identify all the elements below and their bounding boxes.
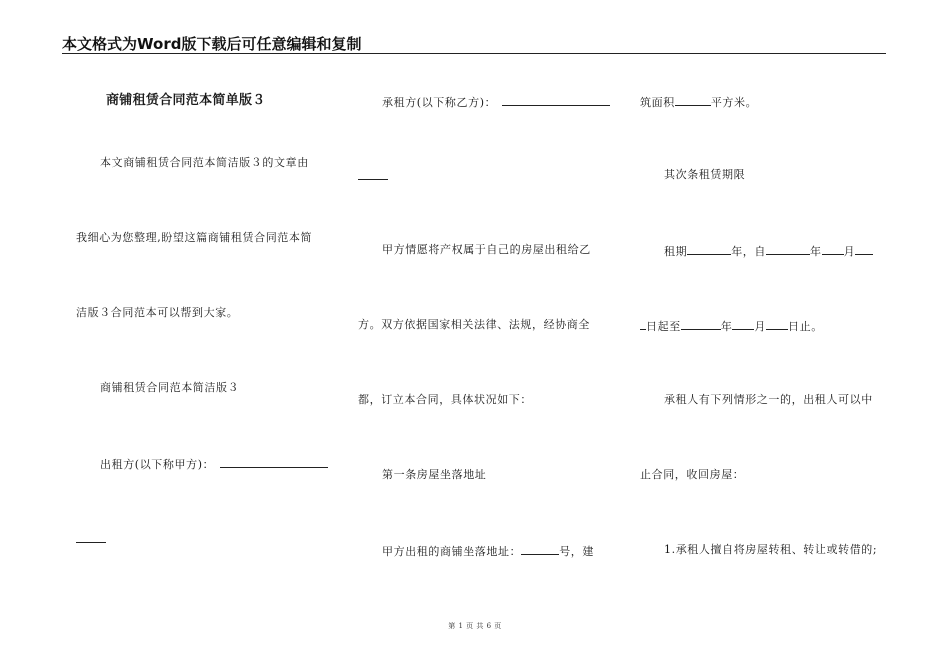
end-month-blank (732, 318, 754, 330)
term-year-from: 年，自 (731, 245, 767, 258)
address-field (382, 543, 594, 559)
paragraph-line: 都，订立本合同，具体状况如下： (358, 393, 532, 406)
end-year-blank (681, 318, 721, 330)
area-blank (675, 94, 711, 106)
end-day-blank (766, 318, 788, 330)
lessor-blank-continued (76, 531, 106, 547)
lessee-blank-continued (358, 168, 388, 184)
section-heading: 商铺租赁合同范本简洁版３ (100, 381, 240, 394)
lessee-blank (502, 94, 610, 106)
start-year-blank (766, 243, 810, 255)
area-unit: 平方米。 (710, 96, 758, 109)
paragraph-line: 方。双方依据国家相关法律、法规，经协商全 (358, 318, 590, 331)
column-2 (358, 0, 608, 672)
address-suffix: 号，建 (559, 545, 595, 558)
address-blank (521, 543, 559, 555)
start-year-unit: 年 (810, 245, 822, 258)
address-label: 甲方出租的商铺坐落地址： (382, 545, 522, 558)
paragraph-line: 止合同，收回房屋： (640, 468, 745, 481)
start-month-blank (822, 243, 844, 255)
paragraph-line: 承租人有下列情形之一的，出租人可以中 (664, 393, 873, 406)
lease-end-field (640, 318, 823, 334)
area-label: 筑面积 (640, 96, 675, 109)
lessee-label: 承租方(以下称乙方)： (382, 96, 497, 109)
lessor-blank (220, 456, 328, 468)
lessor-label: 出租方(以下称甲方)： (100, 458, 215, 471)
lessor-field (100, 456, 328, 472)
column-1 (76, 0, 326, 672)
paragraph-line: 洁版３合同范本可以帮到大家。 (76, 306, 239, 319)
page-number-footer: 第 1 页 共 6 页 (448, 622, 502, 630)
paragraph-line: 甲方情愿将产权属于自己的房屋出租给乙 (382, 243, 591, 256)
lease-term-field (664, 243, 873, 259)
lessee-field (382, 94, 610, 110)
end-month-unit: 月 (754, 320, 767, 333)
blank-line (358, 168, 388, 180)
article-2-heading: 其次条租赁期限 (664, 168, 746, 181)
paragraph-line: 我细心为您整理,盼望这篇商铺租赁合同范本简 (76, 231, 313, 244)
list-item: 1.承租人擅自将房屋转租、转让或转借的; (664, 543, 878, 556)
start-day-blank (855, 243, 873, 255)
end-year-unit: 年 (720, 320, 733, 333)
end-day-unit: 日止。 (788, 320, 823, 333)
start-month-unit: 月 (843, 245, 856, 258)
end-from-label: 日起至 (646, 320, 681, 333)
term-label: 租期 (664, 245, 688, 258)
blank-line (76, 531, 106, 543)
document-title: 商铺租赁合同范本简单版３ (106, 93, 266, 108)
paragraph-line: 本文商铺租赁合同范本简洁版３的文章由 (100, 156, 309, 169)
term-years-blank (687, 243, 731, 255)
area-field (640, 94, 757, 110)
article-1-heading: 第一条房屋坐落地址 (382, 468, 487, 481)
document-header-title: 本文格式为Word版下载后可任意编辑和复制 (62, 35, 362, 53)
column-3 (640, 0, 890, 672)
